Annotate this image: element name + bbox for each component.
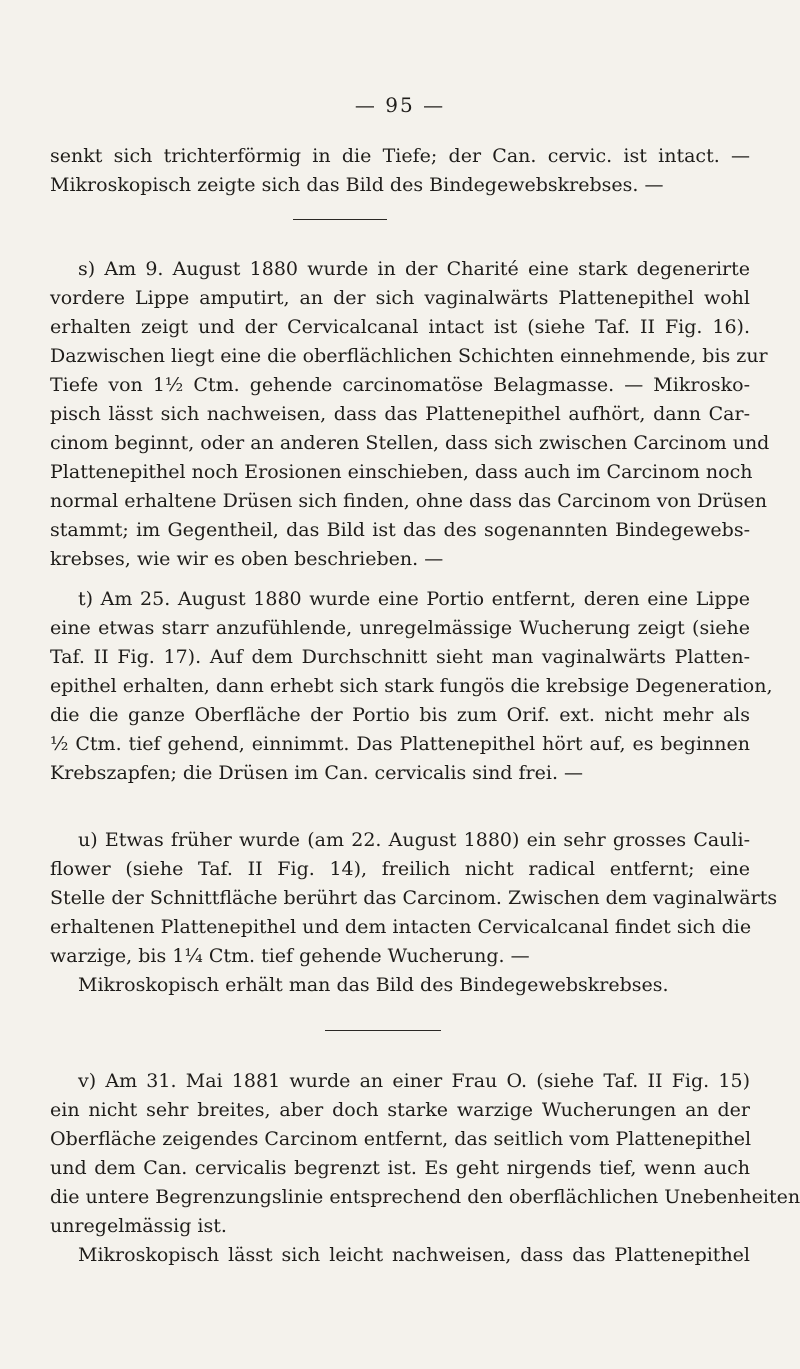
text-line: erhalten zeigt und der Cervicalcanal intact ist (siehe Taf. II Fig. 16). (50, 316, 750, 338)
text-line: die untere Begrenzungslinie entsprechend den oberflächlichen Unebenheiten (50, 1186, 800, 1208)
text-line: unregelmässig ist. (50, 1215, 227, 1237)
paragraph-s (50, 255, 770, 574)
text-line: t) Am 25. August 1880 wurde eine Portio entfernt, deren eine Lippe (78, 588, 750, 610)
text-line: die die ganze Oberfläche der Portio bis zum Orif. ext. nicht mehr als (50, 704, 750, 726)
text-line: und dem Can. cervicalis begrenzt ist. Es geht nirgends tief, wenn auch (50, 1157, 750, 1179)
text-line: eine etwas starr anzufühlende, unregelmässige Wucherung zeigt (siehe (50, 617, 750, 639)
text-line: warzige, bis 1¼ Ctm. tief gehende Wucherung. — (50, 945, 530, 967)
text-line: Oberfläche zeigendes Carcinom entfernt, das seitlich vom Plattenepithel (50, 1128, 752, 1150)
text-line: Krebszapfen; die Drüsen im Can. cervicalis sind frei. — (50, 762, 584, 784)
paragraph-v (50, 1067, 800, 1270)
text-line: pisch lässt sich nachweisen, dass das Plattenepithel aufhört, dann Car- (50, 403, 750, 425)
page-number: — 95 — (354, 93, 446, 117)
text-line: u) Etwas früher wurde (am 22. August 1880) ein sehr grosses Cauli- (78, 829, 750, 851)
text-line: Taf. II Fig. 17). Auf dem Durchschnitt sieht man vaginalwärts Platten- (50, 646, 750, 668)
text-line: senkt sich trichterförmig in die Tiefe; der Can. cervic. ist intact. — (50, 145, 750, 167)
text-line: normal erhaltene Drüsen sich finden, ohne dass das Carcinom von Drüsen (50, 490, 767, 512)
text-line: cinom beginnt, oder an anderen Stellen, dass sich zwischen Carcinom und (50, 432, 770, 454)
text-line: flower (siehe Taf. II Fig. 14), freilich nicht radical entfernt; eine (50, 858, 750, 880)
text-line: stammt; im Gegentheil, das Bild ist das des sogenannten Bindegewebs- (50, 519, 750, 541)
text-line: Plattenepithel noch Erosionen einschieben, dass auch im Carcinom noch (50, 461, 753, 483)
text-line: Dazwischen liegt eine die oberflächlichen Schichten einnehmende, bis zur (50, 345, 768, 367)
text-line: Mikroskopisch erhält man das Bild des Bindegewebskrebses. (78, 974, 669, 996)
text-line: vordere Lippe amputirt, an der sich vaginalwärts Plattenepithel wohl (50, 287, 750, 309)
paragraph-intro (50, 142, 750, 200)
paragraph-t (50, 585, 773, 788)
text-line: krebses, wie wir es oben beschrieben. — (50, 548, 444, 570)
section-divider (293, 219, 387, 220)
text-line: ½ Ctm. tief gehend, einnimmt. Das Plattenepithel hört auf, es beginnen (50, 733, 750, 755)
text-line: erhaltenen Plattenepithel und dem intacten Cervicalcanal findet sich die (50, 916, 752, 938)
section-divider (325, 1030, 441, 1031)
text-line: Mikroskopisch lässt sich leicht nachweisen, dass das Plattenepithel (78, 1244, 750, 1266)
paragraph-u (50, 826, 778, 1000)
text-line: s) Am 9. August 1880 wurde in der Charité eine stark degenerirte (78, 258, 750, 280)
text-line: v) Am 31. Mai 1881 wurde an einer Frau O. (siehe Taf. II Fig. 15) (78, 1070, 750, 1092)
text-line: epithel erhalten, dann erhebt sich stark fungös die krebsige Degeneration, (50, 675, 773, 697)
text-line: ein nicht sehr breites, aber doch starke warzige Wucherungen an der (50, 1099, 750, 1121)
text-line: Stelle der Schnittfläche berührt das Carcinom. Zwischen dem vaginalwärts (50, 887, 778, 909)
text-line: Tiefe von 1½ Ctm. gehende carcinomatöse Belagmasse. — Mikrosko- (50, 374, 750, 396)
text-line: Mikroskopisch zeigte sich das Bild des Bindegewebskrebses. — (50, 174, 664, 196)
